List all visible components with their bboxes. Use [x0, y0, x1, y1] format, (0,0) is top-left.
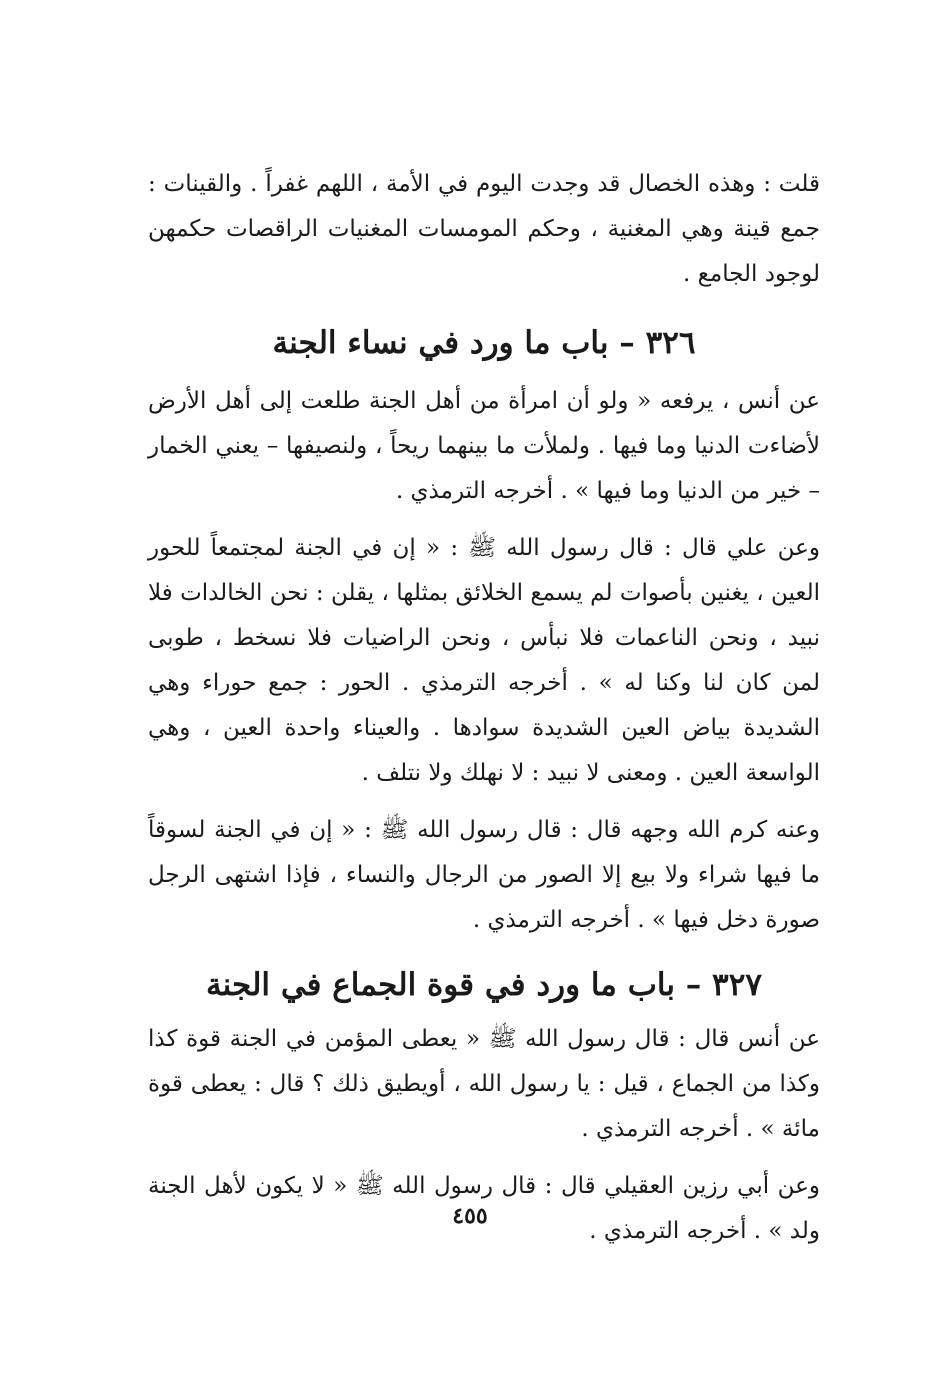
hadith-paragraph: عن أنس ، يرفعه « ولو أن امرأة من أهل الجنة طلعت إلى أهل الأرض لأضاءت الدنيا وما فيها . ولملأت ما بينهما ريحاً ، ولنصيفها – يعني الخمار – خير من الدنيا وما فيها » . أخرجه الترمذي .: [148, 388, 820, 504]
page-body: [148, 162, 820, 1254]
hadith-paragraph: عن أنس قال : قال رسول الله ﷺ « يعطى المؤمن في الجنة قوة كذا وكذا من الجماع ، قيل : يا رسول الله ، أويطيق ذلك ؟ قال : يعطى قوة مائة » . أخرجه الترمذي .: [148, 1026, 820, 1142]
hadith-paragraph: وعن أبي رزين العقيلي قال : قال رسول الله ﷺ « لا يكون لأهل الجنة ولد » . أخرجه الترمذي .: [148, 1173, 820, 1244]
hadith-paragraph: وعنه كرم الله وجهه قال : قال رسول الله ﷺ : « إن في الجنة لسوقاً ما فيها شراء ولا بيع إلا الصور من الرجال والنساء ، فإذا اشتهى الرجل صورة دخل فيها » . أخرجه الترمذي .: [148, 817, 820, 933]
page-number: ٤٥٥: [452, 1203, 488, 1229]
chapter-heading-327: ٣٢٧ – باب ما ورد في قوة الجماع في الجنة: [205, 967, 762, 1003]
hadith-paragraph: وعن علي قال : قال رسول الله ﷺ : « إن في الجنة لمجتمعاً للحور العين ، يغنين بأصوات لم يسمع الخلائق بمثلها ، يقلن : نحن الخالدات فلا نبيد ، ونحن الناعمات فلا نبأس ، ونحن الراضيات فلا نسخط ، طوبى لمن كان لنا وكنا له » . أخرجه الترمذي . الحور : جمع حوراء وهي الشديدة بياض العين الشديدة سوادها . والعيناء واحدة العين ، وهي الواسعة العين . ومعنى لا نبيد : لا نهلك ولا نتلف .: [148, 535, 820, 786]
chapter-heading-326: ٣٢٦ – باب ما ورد في نساء الجنة: [272, 325, 696, 361]
intro-paragraph: قلت : وهذه الخصال قد وجدت اليوم في الأمة ، اللهم غفراً . والقينات : جمع قينة وهي المغنية ، وحكم المومسات المغنيات الراقصات حكمهن لوجود الجامع .: [148, 171, 820, 287]
